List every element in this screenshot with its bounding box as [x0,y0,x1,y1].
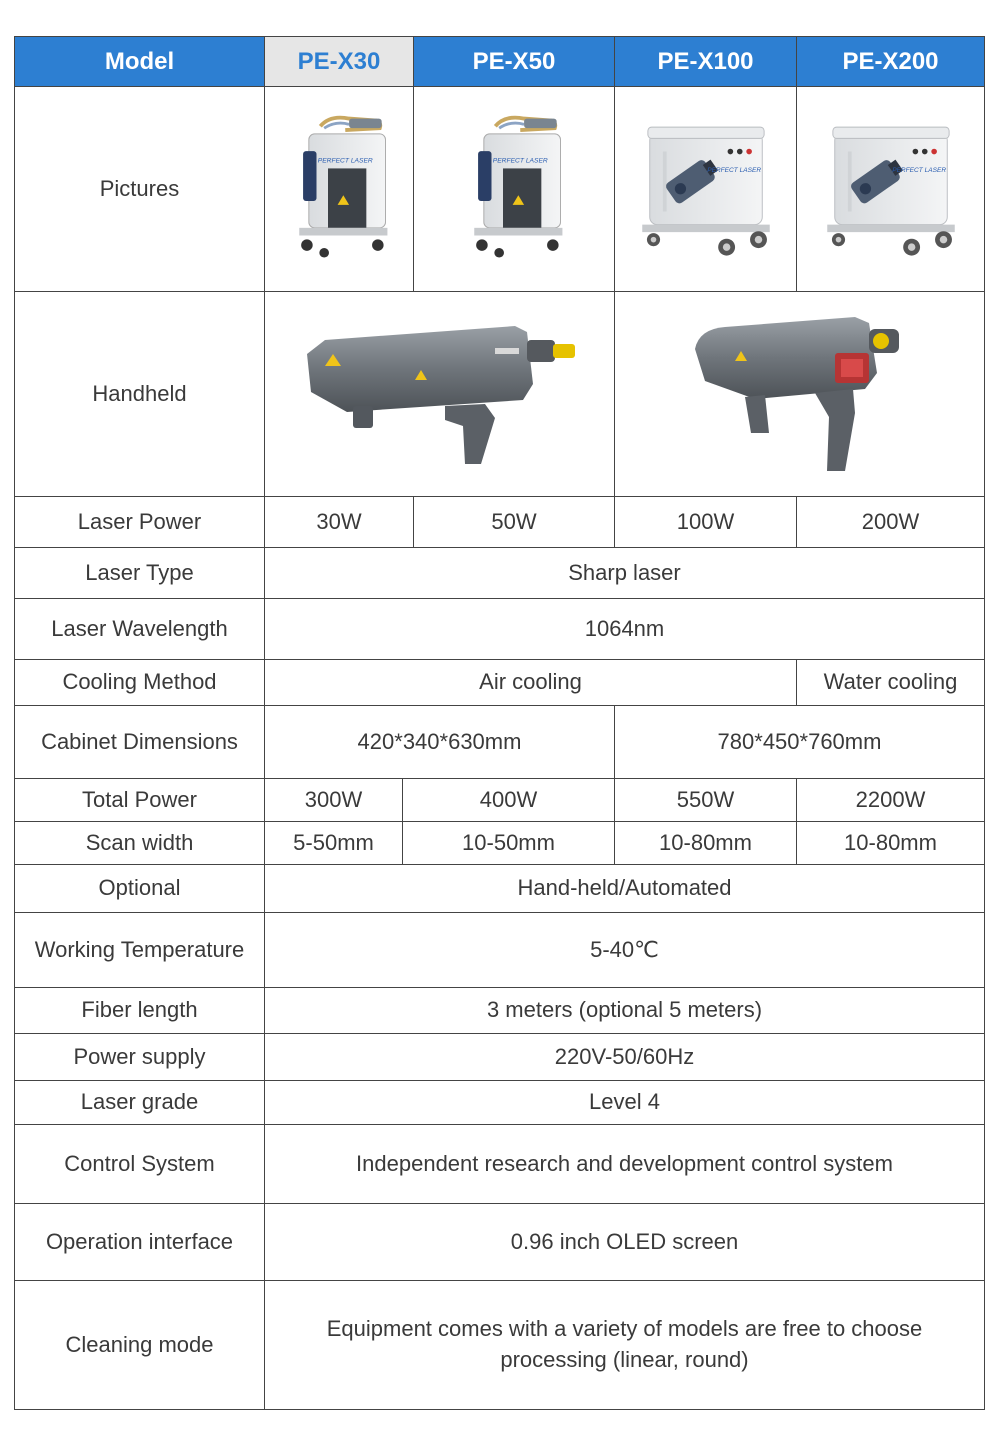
control-system-label: Control System [15,1125,265,1204]
cabinet-dimensions-small: 420*340*630mm [265,706,615,779]
total-power-row [15,779,985,822]
cooling-method-air: Air cooling [265,660,797,706]
laser-grade-value: Level 4 [265,1081,985,1125]
cabinet-dimensions-row [15,706,985,779]
picture-pe-x200 [797,87,985,292]
laser-power-pe-x100: 100W [615,497,797,548]
cooling-method-row [15,660,985,706]
power-supply-label: Power supply [15,1034,265,1081]
fiber-length-value: 3 meters (optional 5 meters) [265,988,985,1034]
cooling-method-water: Water cooling [797,660,985,706]
fiber-length-row [15,988,985,1034]
laser-type-value: Sharp laser [265,548,985,599]
total-power-label: Total Power [15,779,265,822]
header-row [15,37,985,87]
picture-pe-x100 [615,87,797,292]
working-temperature-label: Working Temperature [15,913,265,988]
laser-power-pe-x30: 30W [265,497,414,548]
pictures-row [15,87,985,292]
scan-width-row [15,822,985,865]
laser-grade-label: Laser grade [15,1081,265,1125]
optional-value: Hand-held/Automated [265,865,985,913]
handheld-gun-small-image [295,314,585,474]
operation-interface-label: Operation interface [15,1204,265,1281]
total-power-pe-x30: 300W [265,779,403,822]
operation-interface-row [15,1204,985,1281]
laser-power-pe-x50: 50W [414,497,615,548]
machine-image-pe-x50 [457,112,572,267]
picture-pe-x50 [414,87,615,292]
laser-wavelength-value: 1064nm [265,599,985,660]
model-tab-pe-x50[interactable]: PE-X50 [414,37,615,87]
model-tab-pe-x100[interactable]: PE-X100 [615,37,797,87]
handheld-image-large-cell [615,292,985,497]
cleaning-mode-label: Cleaning mode [15,1281,265,1410]
power-supply-row [15,1034,985,1081]
machine-image-pe-x30 [282,112,397,267]
model-header: Model [15,37,265,87]
handheld-row [15,292,985,497]
machine-image-pe-x100 [631,109,781,269]
laser-power-pe-x200: 200W [797,497,985,548]
control-system-value: Independent research and development control system [265,1125,985,1204]
working-temperature-value: 5-40℃ [265,913,985,988]
scan-width-pe-x30: 5-50mm [265,822,403,865]
control-system-row [15,1125,985,1204]
scan-width-label: Scan width [15,822,265,865]
laser-power-row [15,497,985,548]
total-power-pe-x100: 550W [615,779,797,822]
laser-grade-row [15,1081,985,1125]
cooling-method-label: Cooling Method [15,660,265,706]
scan-width-pe-x200: 10-80mm [797,822,985,865]
model-tab-pe-x200[interactable]: PE-X200 [797,37,985,87]
laser-type-label: Laser Type [15,548,265,599]
cleaning-mode-row [15,1281,985,1410]
model-tab-pe-x30[interactable]: PE-X30 [265,37,414,87]
picture-pe-x30 [265,87,414,292]
scan-width-pe-x50: 10-50mm [403,822,615,865]
spec-table [14,36,985,1410]
handheld-gun-large-image [685,309,915,479]
total-power-pe-x200: 2200W [797,779,985,822]
total-power-pe-x50: 400W [403,779,615,822]
handheld-image-small-cell [265,292,615,497]
handheld-label: Handheld [15,292,265,497]
working-temperature-row [15,913,985,988]
cleaning-mode-value: Equipment comes with a variety of models are free to choose processing (linear, round) [265,1281,985,1410]
pictures-label: Pictures [15,87,265,292]
laser-wavelength-row [15,599,985,660]
optional-label: Optional [15,865,265,913]
cabinet-dimensions-label: Cabinet Dimensions [15,706,265,779]
optional-row [15,865,985,913]
fiber-length-label: Fiber length [15,988,265,1034]
laser-power-label: Laser Power [15,497,265,548]
laser-wavelength-label: Laser Wavelength [15,599,265,660]
power-supply-value: 220V-50/60Hz [265,1034,985,1081]
scan-width-pe-x100: 10-80mm [615,822,797,865]
operation-interface-value: 0.96 inch OLED screen [265,1204,985,1281]
machine-image-pe-x200 [816,109,966,269]
cabinet-dimensions-large: 780*450*760mm [615,706,985,779]
laser-type-row [15,548,985,599]
